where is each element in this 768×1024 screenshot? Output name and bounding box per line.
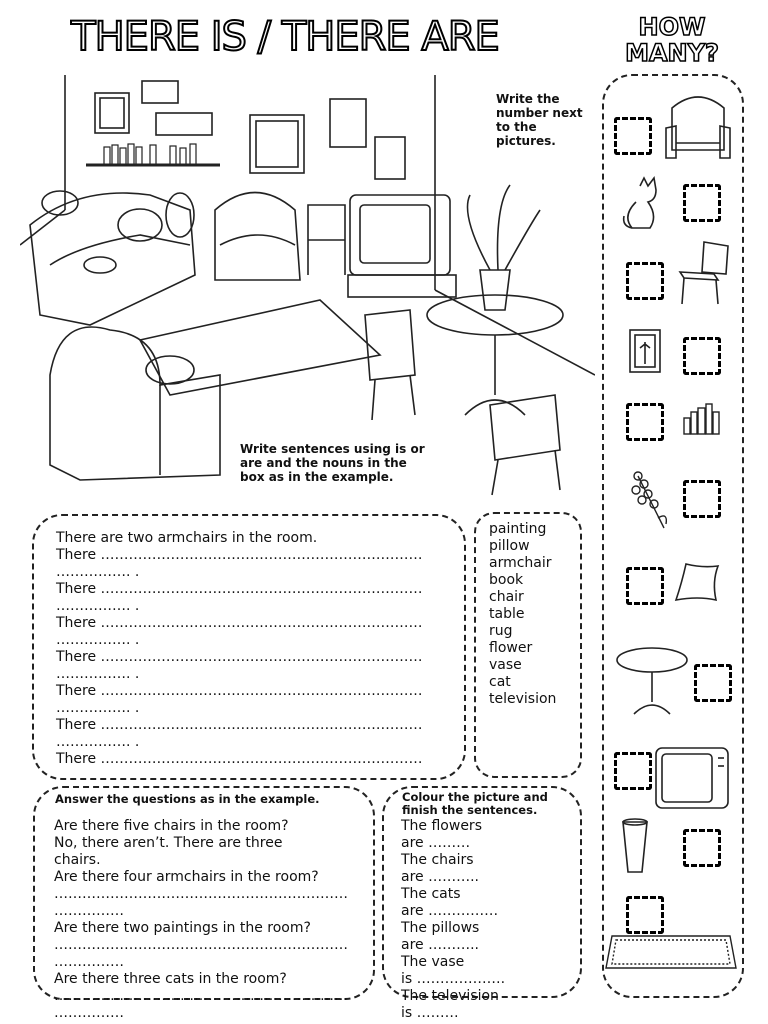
questions-title: Answer the questions as in the example. <box>55 792 320 806</box>
colour-line: The cats <box>401 886 461 902</box>
colour-line[interactable]: are ……….. <box>401 869 479 885</box>
answer-box-painting[interactable] <box>683 337 721 375</box>
answer-box-flower[interactable] <box>683 480 721 518</box>
vase-icon <box>620 818 650 876</box>
colour-line[interactable]: is ………………. <box>401 971 506 987</box>
answer-box-book[interactable] <box>626 403 664 441</box>
colour-line[interactable]: are ……… <box>401 835 471 851</box>
colour-line: The flowers <box>401 818 482 834</box>
how-many-line-2: MANY? <box>625 39 719 67</box>
answer-line[interactable]: ……………………………………………………… <box>54 988 348 1004</box>
noun-item: pillow <box>489 538 530 554</box>
sentence-line[interactable]: There …………………………………………………………… <box>56 683 423 699</box>
noun-item: chair <box>489 589 524 605</box>
answer-box-vase[interactable] <box>683 829 721 867</box>
answer-box-television[interactable] <box>614 752 652 790</box>
answer-box-pillow[interactable] <box>626 567 664 605</box>
colour-line[interactable]: are ……….. <box>401 937 479 953</box>
answer-line: chairs. <box>54 852 101 868</box>
sentence-line[interactable]: There …………………………………………………………… <box>56 581 423 597</box>
painting-2 <box>142 81 178 103</box>
noun-item: cat <box>489 674 511 690</box>
answer-box-chair[interactable] <box>626 262 664 300</box>
question-line: Are there four armchairs in the room? <box>54 869 319 885</box>
colour-line: The television <box>401 988 499 1004</box>
cat-icon <box>620 176 662 232</box>
flower-icon <box>624 468 672 530</box>
answer-box-armchair[interactable] <box>614 117 652 155</box>
example-sentence: There are two armchairs in the room. <box>56 530 318 546</box>
colour-line[interactable]: is ……… <box>401 1005 459 1021</box>
noun-item: painting <box>489 521 547 537</box>
colour-title: Colour the picture and finish the sentences. <box>402 790 548 817</box>
sentence-line[interactable]: ……………. . <box>56 666 140 682</box>
instruction-write-sentences: Write sentences using is or are and the nouns in the box as in the example. <box>240 442 425 484</box>
colour-lines <box>401 818 561 1022</box>
sentence-lines <box>56 530 441 768</box>
noun-item: flower <box>489 640 533 656</box>
colour-line[interactable]: are …………… <box>401 903 499 919</box>
how-many-heading <box>612 14 732 66</box>
rug-icon <box>602 930 740 974</box>
sentence-line[interactable]: There …………………………………………………………… <box>56 547 423 563</box>
instruction-write-numbers: Write the number next to the pictures. <box>496 92 583 148</box>
noun-item: armchair <box>489 555 552 571</box>
sentence-line[interactable]: There …………………………………………………………… <box>56 615 423 631</box>
pillow-icon <box>672 560 722 604</box>
noun-item: television <box>489 691 557 707</box>
answer-line[interactable]: ……………………………………………………… <box>54 937 348 953</box>
sentence-line[interactable]: ……………. . <box>56 564 140 580</box>
noun-item: rug <box>489 623 513 639</box>
answer-line[interactable]: …………… <box>54 1005 124 1021</box>
question-line: Are there two paintings in the room? <box>54 920 311 936</box>
question-lines <box>54 818 364 1022</box>
painting-icon <box>628 328 662 374</box>
sentence-line[interactable]: ……………. . <box>56 632 140 648</box>
answer-line[interactable]: ……………………………………………………… <box>54 886 348 902</box>
noun-item: vase <box>489 657 522 673</box>
answer-box-cat[interactable] <box>683 184 721 222</box>
table-icon <box>614 644 690 718</box>
television-icon <box>652 744 734 812</box>
answer-box-table[interactable] <box>694 664 732 702</box>
answer-line: No, there aren’t. There are three <box>54 835 283 851</box>
books-icon <box>682 402 722 436</box>
armchair-icon <box>662 88 734 170</box>
answer-line[interactable]: …………… <box>54 954 124 970</box>
how-many-line-1: HOW <box>638 13 706 41</box>
worksheet-title: THERE IS / THERE ARE <box>71 14 499 60</box>
answer-box-rug[interactable] <box>626 896 664 934</box>
sentence-line[interactable]: ……………. . <box>56 598 140 614</box>
sentence-line[interactable]: There …………………………………………………………… <box>56 717 423 733</box>
sentence-line[interactable]: ……………. . <box>56 700 140 716</box>
colour-line: The vase <box>401 954 465 970</box>
noun-item: book <box>489 572 524 588</box>
question-line: Are there five chairs in the room? <box>54 818 289 834</box>
answer-line[interactable]: …………… <box>54 903 124 919</box>
colour-line: The pillows <box>401 920 480 936</box>
question-line: Are there three cats in the room? <box>54 971 287 987</box>
sentence-line[interactable]: There …………………………………………………………… <box>56 649 423 665</box>
noun-list <box>489 521 556 708</box>
sentence-line[interactable]: ……………. . <box>56 734 140 750</box>
noun-item: table <box>489 606 525 622</box>
colour-line: The chairs <box>401 852 474 868</box>
chair-icon <box>674 238 732 306</box>
sentence-line[interactable]: There …………………………………………………………… <box>56 751 423 767</box>
